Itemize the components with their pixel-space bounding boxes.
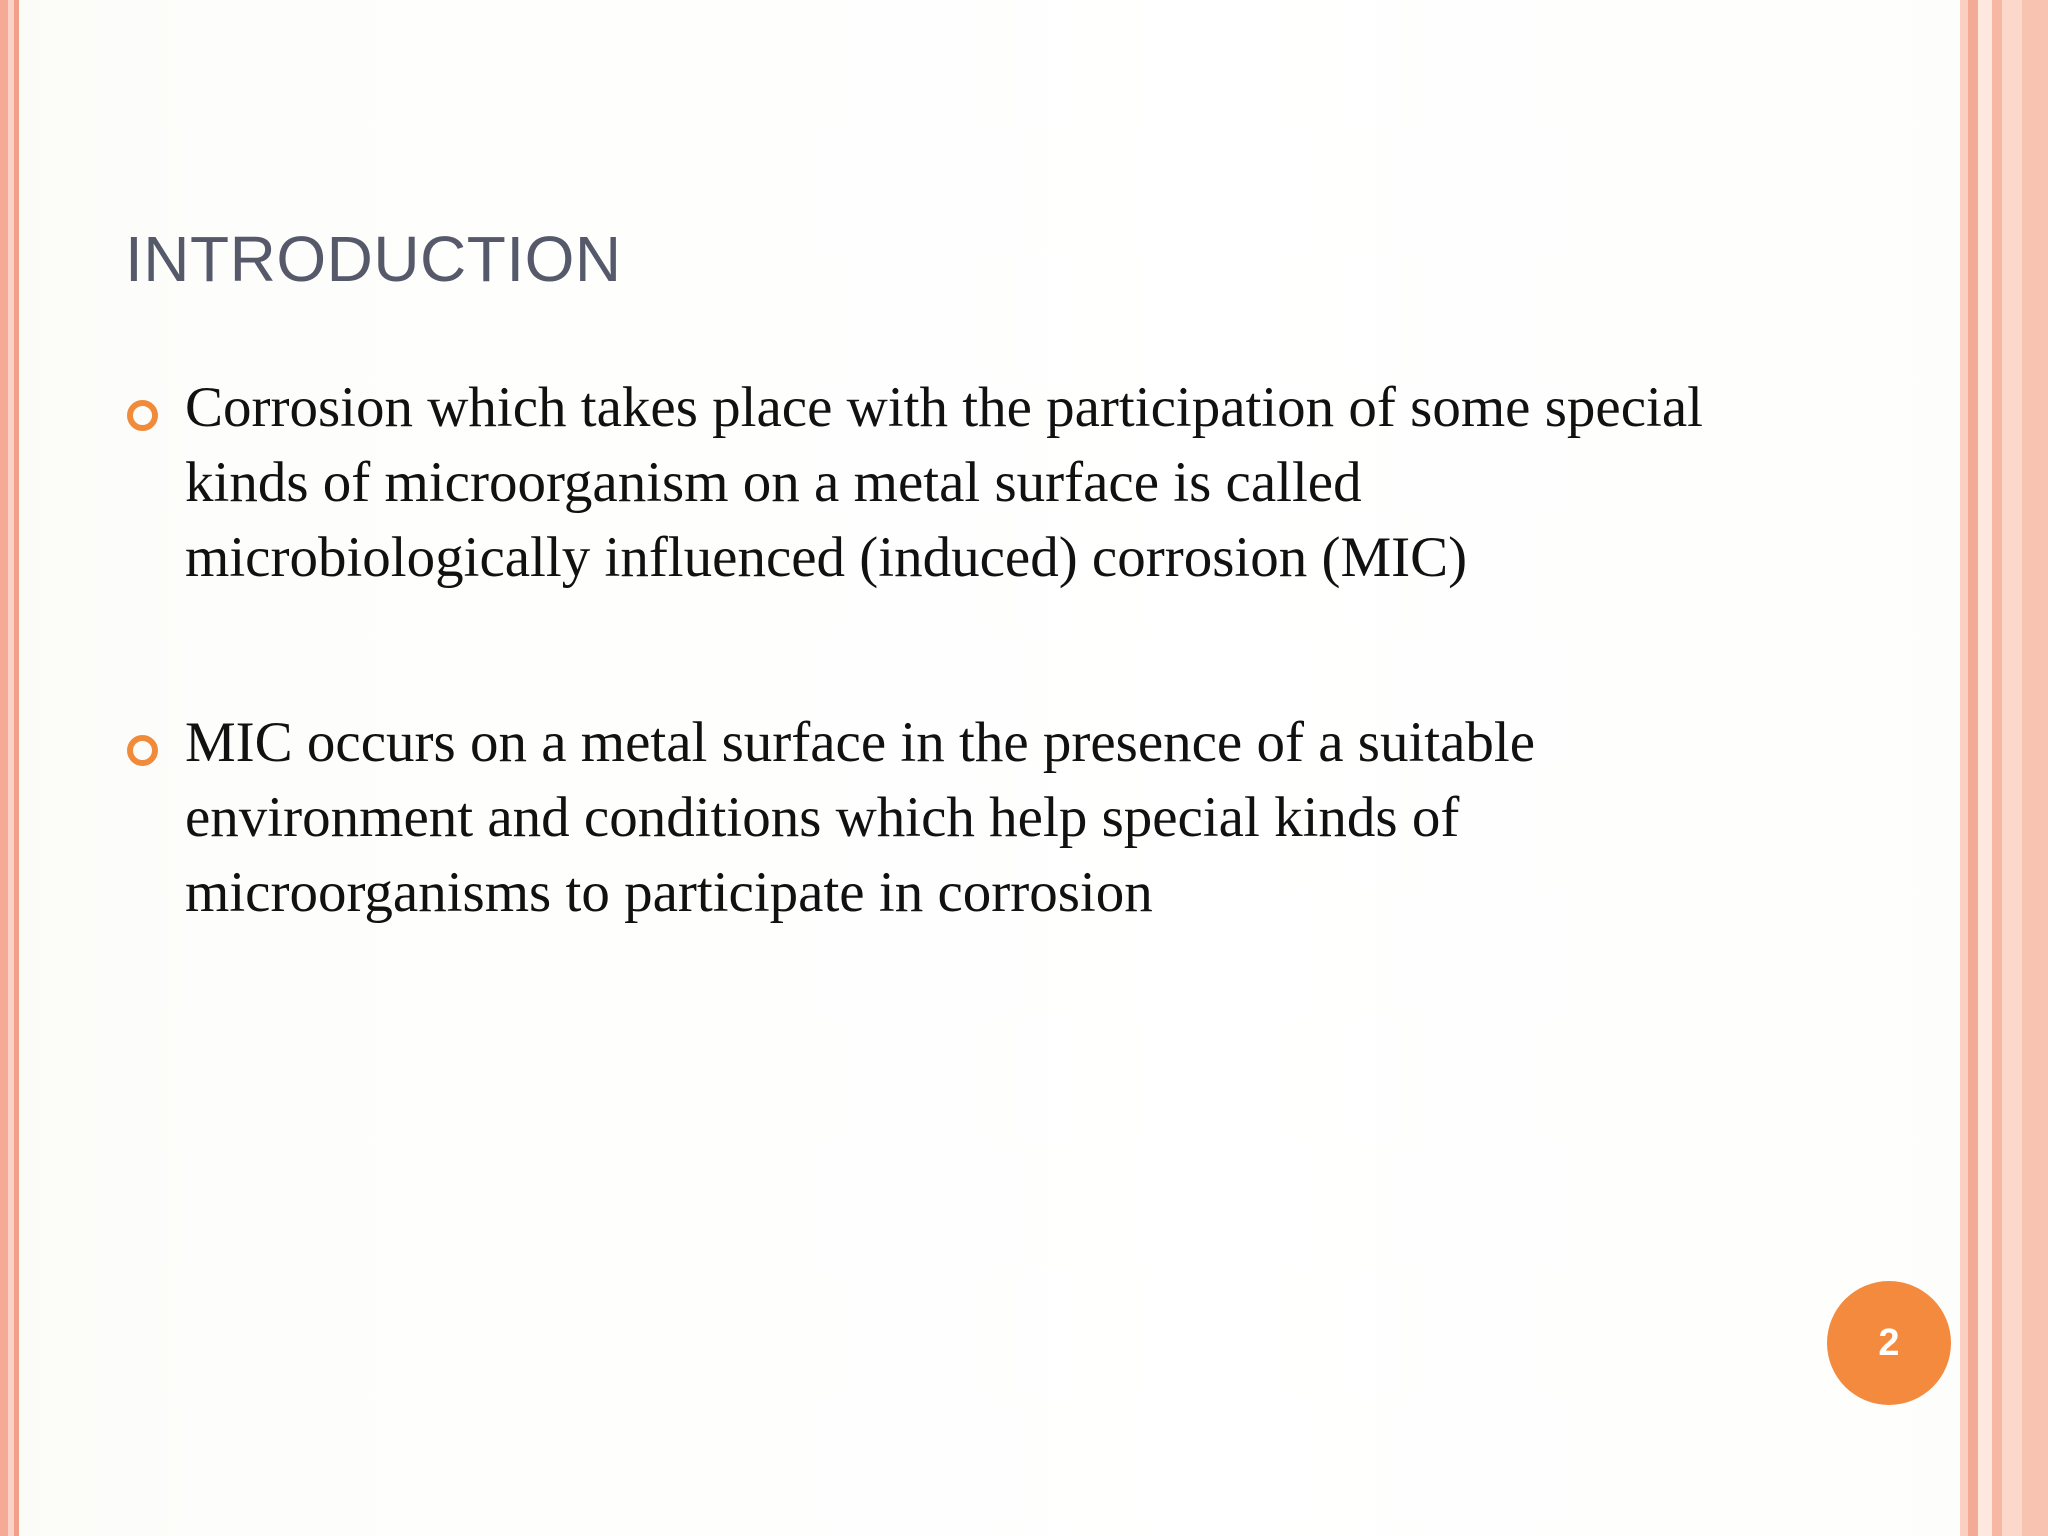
slide-title: INTRODUCTION: [125, 223, 622, 295]
bullet-text: Corrosion which takes place with the participation of some special kinds of microorganism on a metal surface is called microbiologically influenced (induced) corrosion (MIC): [185, 376, 1703, 589]
right-border-stripe: [2002, 0, 2022, 1536]
hollow-circle-bullet-icon: [127, 735, 158, 766]
left-border-stripe: [0, 0, 8, 1536]
right-border-stripe: [1968, 0, 1978, 1536]
bullet-item: [125, 370, 1725, 595]
right-border-stripe: [1978, 0, 1992, 1536]
bullet-text: MIC occurs on a metal surface in the presence of a suitable environment and conditions which help special kinds of microorganisms to participate in corrosion: [185, 711, 1536, 924]
page-number: 2: [1878, 1321, 1900, 1364]
right-border-stripe: [1960, 0, 1968, 1536]
bullet-item: [125, 705, 1725, 930]
right-border-stripe: [2022, 0, 2048, 1536]
bullet-list: [125, 370, 1725, 1040]
right-border-stripe: [1992, 0, 2002, 1536]
left-border-stripe: [14, 0, 19, 1536]
page-number-badge: [1827, 1281, 1951, 1405]
hollow-circle-bullet-icon: [127, 400, 158, 431]
